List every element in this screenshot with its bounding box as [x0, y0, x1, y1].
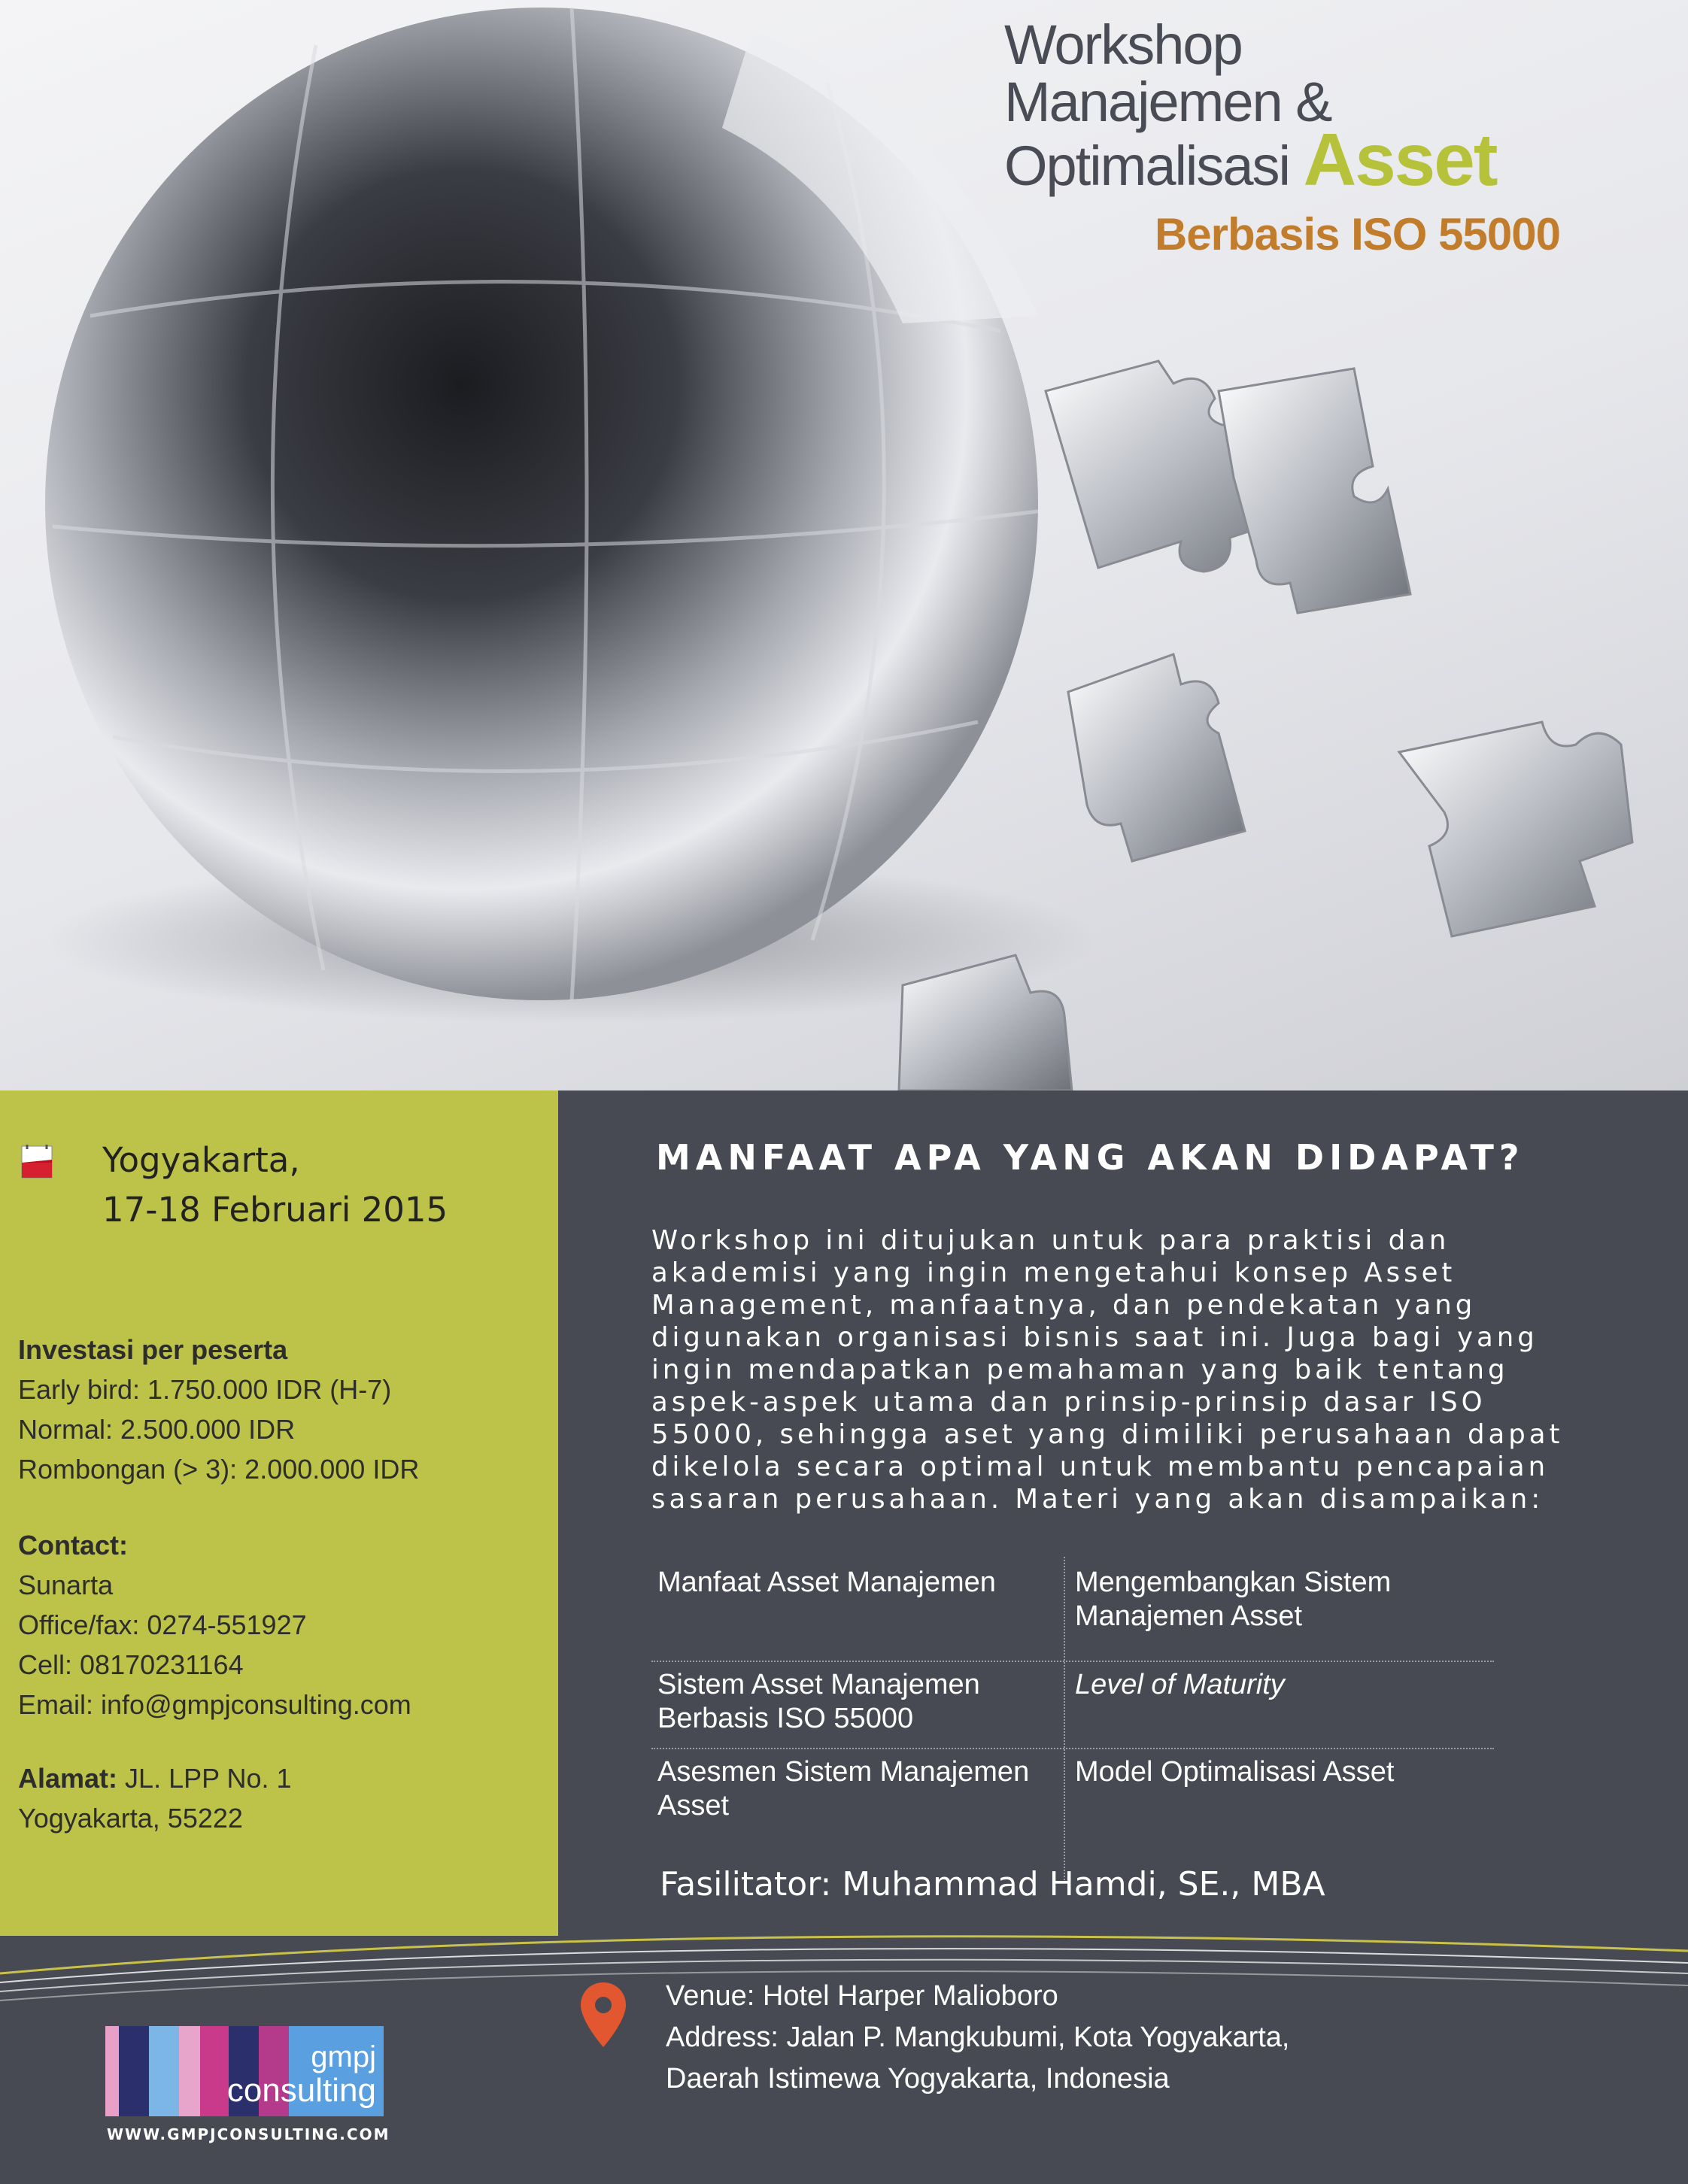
- benefits-description: Workshop ini ditujukan untuk para praktisi dan akademisi yang ingin mengetahui konsep Asset Management, manfaatnya, dan pendekatan yang digunakan organisasi bisnis saat ini. Juga bagi yang ingin mendapatkan pemahaman yang baik tentang aspek-aspek utama dan prinsip-prinsip dasar ISO 55000, sehingga aset yang dimiliki perusahaan dapat dikelola secara optimal untuk membantu pencapaian sasaran perusahaan. Materi yang akan disampaikan:: [651, 1225, 1564, 1515]
- investment-block: [18, 1330, 419, 1489]
- venue-name: Venue: Hotel Harper Malioboro: [666, 1980, 1058, 2012]
- price-normal: Normal: 2.500.000 IDR: [18, 1414, 296, 1445]
- contact-cell: Cell: 08170231164: [18, 1649, 244, 1680]
- event-dates: 17-18 Februari 2015: [102, 1190, 448, 1230]
- title-accent: Asset: [1303, 118, 1497, 201]
- title-subtitle: Berbasis ISO 55000: [1154, 209, 1560, 259]
- contact-name: Sunarta: [18, 1570, 114, 1600]
- price-early-bird: Early bird: 1.750.000 IDR (H-7): [18, 1374, 392, 1405]
- topic-item: Manfaat Asset Manajemen: [657, 1567, 996, 1598]
- benefits-panel: [558, 1090, 1688, 1936]
- event-date: [102, 1136, 448, 1235]
- calendar-icon: [21, 1143, 53, 1179]
- logo-url[interactable]: WWW.GMPJCONSULTING.COM: [107, 2125, 390, 2143]
- address-label: Alamat:: [18, 1763, 118, 1794]
- footer: [0, 1936, 1688, 2184]
- workshop-title: [1003, 14, 1560, 260]
- hero-banner: [0, 0, 1688, 1090]
- topics-divider-vertical: [1064, 1557, 1065, 1880]
- event-city: Yogyakarta,: [102, 1140, 300, 1180]
- location-pin-icon: [579, 1981, 627, 2049]
- logo-line-2: consulting: [226, 2072, 376, 2109]
- title-line-1: Workshop: [1003, 14, 1242, 76]
- contact-block: [18, 1525, 411, 1724]
- investment-heading: Investasi per peserta: [18, 1334, 288, 1365]
- topic-item: Model Optimalisasi Asset: [1075, 1756, 1395, 1788]
- topic-item: Level of Maturity: [1075, 1669, 1285, 1700]
- facilitator: Fasilitator: Muhammad Hamdi, SE., MBA: [660, 1865, 1325, 1903]
- venue-address-2: Daerah Istimewa Yogyakarta, Indonesia: [666, 2063, 1170, 2095]
- price-group: Rombongan (> 3): 2.000.000 IDR: [18, 1454, 420, 1485]
- logo-line-1: gmpj: [311, 2040, 376, 2073]
- info-panel: [0, 1090, 558, 1936]
- topic-item: Mengembangkan Sistem Manajemen Asset: [1075, 1567, 1392, 1632]
- topics-divider-row-1: [651, 1661, 1494, 1662]
- venue-address-1: Address: Jalan P. Mangkubumi, Kota Yogyakarta,: [666, 2022, 1290, 2053]
- topics-grid: [651, 1557, 1494, 1880]
- topic-item: Sistem Asset Manajemen Berbasis ISO 55000: [657, 1669, 980, 1734]
- contact-heading: Contact:: [18, 1530, 128, 1561]
- contact-email[interactable]: Email: info@gmpjconsulting.com: [18, 1689, 411, 1720]
- topics-divider-row-2: [651, 1748, 1494, 1749]
- address-line-2: Yogyakarta, 55222: [18, 1803, 243, 1834]
- title-line-3: Optimalisasi: [1003, 135, 1289, 197]
- address-line-1: JL. LPP No. 1: [125, 1763, 292, 1794]
- address-block: [18, 1758, 292, 1838]
- topic-item: Asesmen Sistem Manajemen Asset: [657, 1756, 1030, 1822]
- benefits-heading: MANFAAT APA YANG AKAN DIDAPAT?: [656, 1137, 1525, 1178]
- title-line-2: Manajemen &: [1003, 71, 1331, 133]
- gmpj-logo[interactable]: [105, 2026, 384, 2116]
- contact-office: Office/fax: 0274-551927: [18, 1609, 307, 1640]
